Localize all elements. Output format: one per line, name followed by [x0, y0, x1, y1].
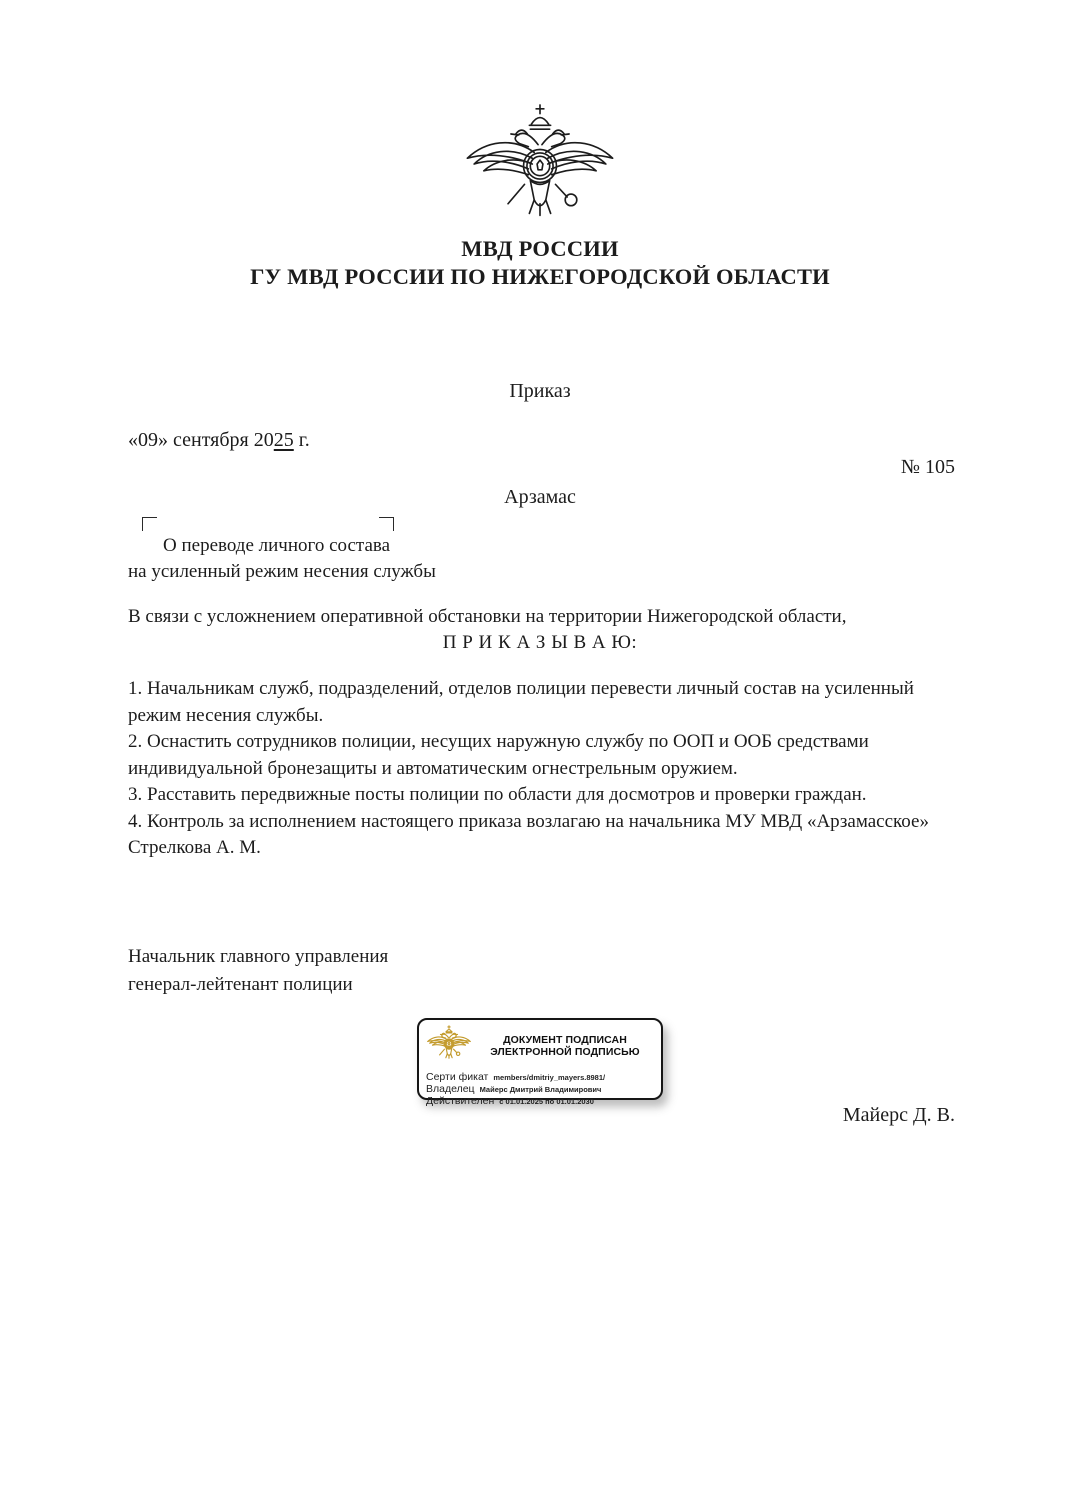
stamp-validity-row: [426, 1095, 652, 1107]
signer-position-line2: генерал-лейтенант полиции: [128, 974, 353, 995]
signature-block: [128, 943, 388, 999]
org-name-line2: ГУ МВД РОССИИ ПО НИЖЕГОРОДСКОЙ ОБЛАСТИ: [250, 264, 830, 289]
mvd-eagle-emblem-icon: [463, 102, 618, 233]
stamp-validity-label: Действителен: [426, 1095, 495, 1107]
org-name-line1: МВД РОССИИ: [461, 236, 619, 261]
stamp-owner-label: Владелец: [426, 1083, 475, 1095]
stamp-certificate-value: members/dmitriy_mayers.8981/: [493, 1073, 606, 1082]
order-item-4: 4. Контроль за исполнением настоящего приказа возлагаю на начальника МУ МВД «Арзамасское» Стрелкова А. М.: [128, 810, 929, 858]
date-prefix: «09» сентября 20: [128, 429, 274, 451]
order-item-2: 2. Оснастить сотрудников полиции, несущих наружную службу по ООП и ООБ средствами индивидуальной бронезащиты и автоматическим огнестрельным оружием.: [128, 731, 869, 779]
order-items: [128, 676, 954, 862]
stamp-validity-value: с 01.01.2025 по 01.01.2030: [499, 1097, 594, 1106]
stamp-title-line1: ДОКУМЕНТ ПОДПИСАН: [503, 1033, 627, 1046]
stamp-mvd-eagle-icon: [426, 1025, 472, 1067]
document-date: [128, 429, 310, 452]
stamp-title: [478, 1034, 652, 1059]
stamp-title-line2: ЭЛЕКТРОННОЙ ПОДПИСЬЮ: [490, 1046, 640, 1058]
corner-mark-right: [379, 517, 394, 531]
signer-position-line1: Начальник главного управления: [128, 946, 389, 967]
stamp-owner-row: [426, 1083, 652, 1095]
document-city: Арзамас: [504, 486, 576, 508]
document-number: № 105: [900, 456, 955, 478]
subject-line2: на усиленный режим несения службы: [128, 561, 436, 582]
signer-name: Майерс Д. В.: [842, 1104, 955, 1126]
stamp-certificate-label: Серти фикат: [426, 1071, 489, 1083]
preamble-text: В связи с усложнением оперативной обстановки на территории Нижегородской области,: [128, 606, 847, 627]
subject-line1: О переводе личного состава: [163, 535, 391, 556]
order-item-1: 1. Начальникам служб, подразделений, отделов полиции перевести личный состав на усиленный режим несения службы.: [128, 678, 914, 726]
decree-word: П Р И К А З Ы В А Ю:: [442, 632, 638, 653]
stamp-certificate-row: [426, 1071, 652, 1083]
date-suffix: г.: [293, 429, 310, 451]
document-title: Приказ: [509, 380, 571, 402]
order-item-3: 3. Расставить передвижные посты полиции по области для досмотров и проверки граждан.: [128, 784, 867, 805]
corner-mark-left: [142, 517, 157, 531]
date-underlined-year-part: 25: [273, 429, 294, 451]
electronic-signature-stamp: [417, 1018, 663, 1107]
stamp-owner-value: Майерс Дмитрий Владимирович: [479, 1085, 602, 1094]
